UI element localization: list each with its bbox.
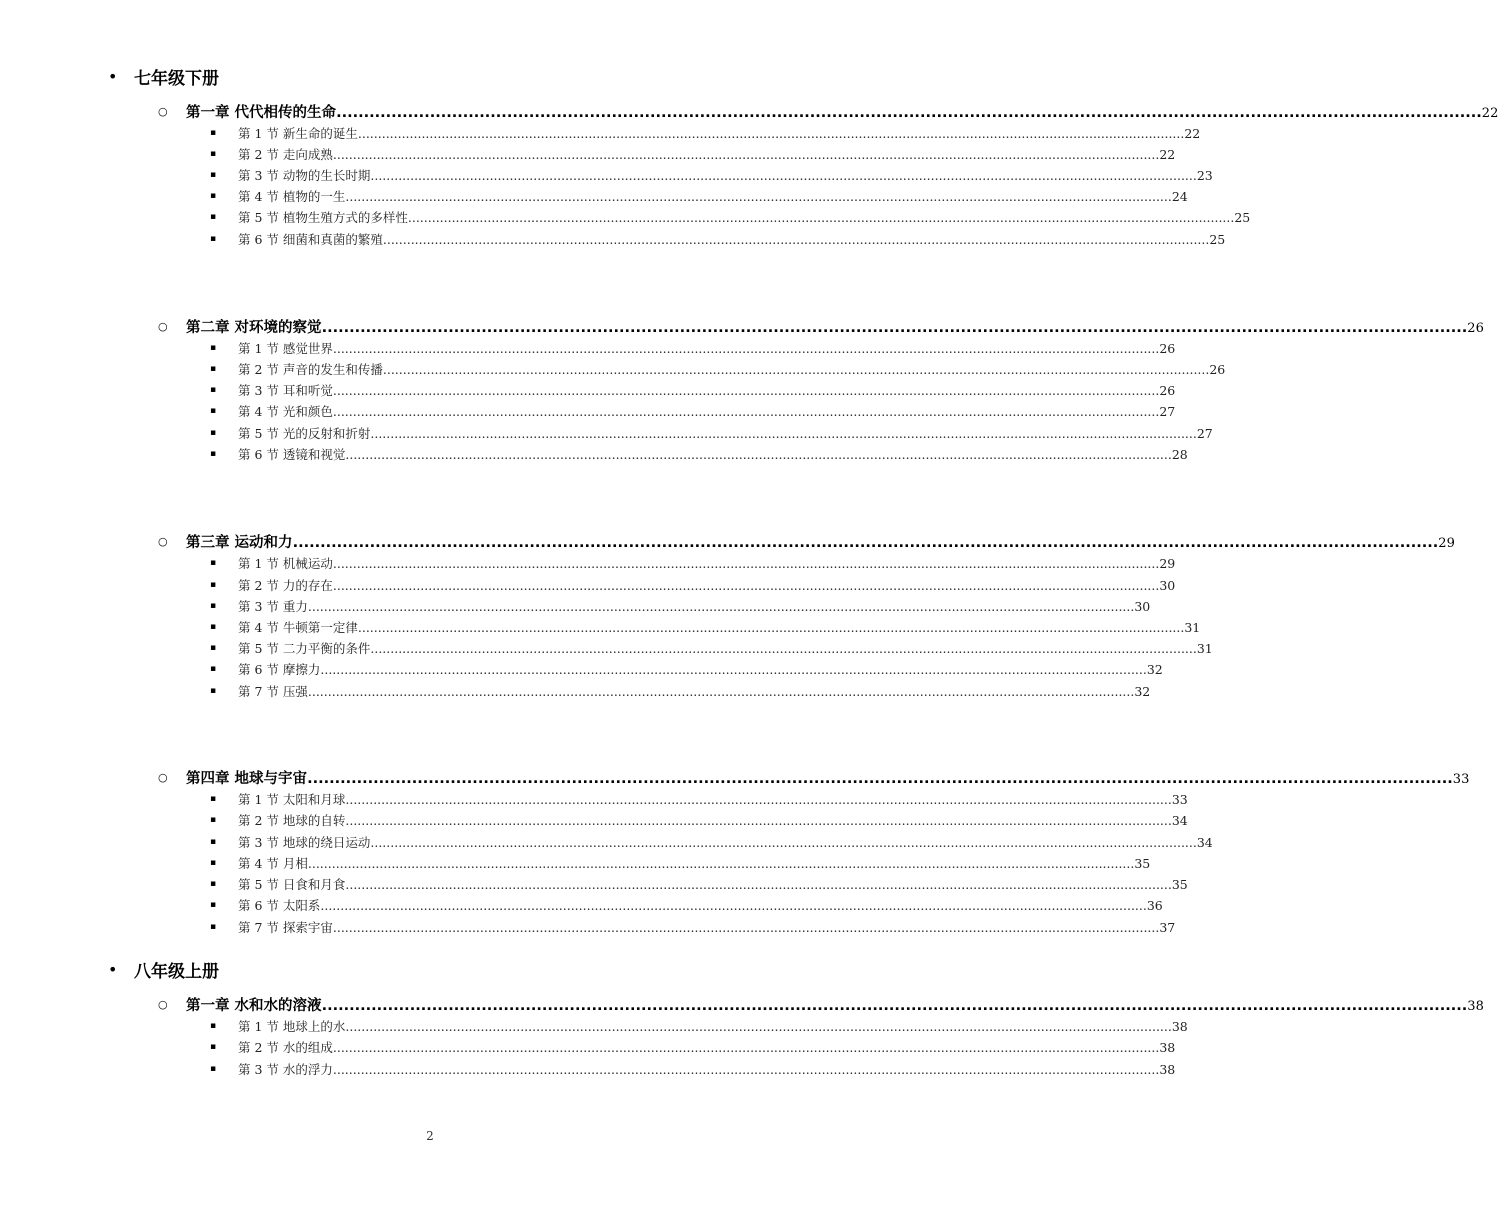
page-number: 2 (426, 1129, 434, 1143)
section-title: 第 4 节 光和颜色 (238, 403, 333, 419)
toc-section[interactable] (210, 680, 1151, 701)
section-page: 31 (1196, 640, 1213, 656)
section-title: 第 5 节 光的反射和折射 (238, 425, 371, 441)
section-page: 22 (1159, 146, 1176, 162)
book-title: 八年级上册 (134, 961, 219, 982)
square-bullet-icon: ▪ (210, 836, 217, 847)
chapter-page: 26 (1467, 321, 1484, 336)
toc-section[interactable] (210, 637, 1213, 658)
chapter-title: 第一章 水和水的溶液 (186, 998, 322, 1014)
leader-dots: ................................................................................................................................................................................................................ (407, 209, 1235, 225)
leader-dots: ................................................................................................................................................................................................................ (332, 340, 1160, 356)
square-bullet-icon: ▪ (210, 899, 217, 910)
leader-dots: ................................................................................................................................................................................................................ (345, 188, 1172, 204)
toc-section[interactable] (210, 894, 1163, 915)
section-page: 28 (1171, 446, 1188, 462)
square-bullet-icon: ▪ (210, 148, 217, 159)
leader-dots: ................................................................................................................................................................................................................ (336, 105, 1482, 121)
chapter-page: 38 (1467, 999, 1484, 1014)
leader-dots: ................................................................................................................................................................................................................ (332, 382, 1160, 398)
square-bullet-icon: ▪ (210, 642, 217, 653)
section-title: 第 1 节 机械运动 (238, 555, 333, 571)
square-bullet-icon: ▪ (210, 878, 217, 889)
toc-section[interactable] (210, 616, 1201, 637)
leader-dots: ................................................................................................................................................................................................................ (370, 425, 1197, 441)
square-bullet-icon: ▪ (210, 384, 217, 395)
toc-section[interactable] (210, 658, 1163, 679)
toc-section[interactable] (210, 379, 1176, 400)
toc-section[interactable] (210, 1015, 1188, 1036)
toc-section[interactable] (210, 831, 1213, 852)
section-page: 34 (1171, 812, 1188, 828)
section-page: 32 (1134, 683, 1151, 699)
square-bullet-icon: ▪ (210, 363, 217, 374)
section-title: 第 3 节 地球的绕日运动 (238, 834, 371, 850)
leader-dots: ................................................................................................................................................................................................................ (307, 855, 1135, 871)
leader-dots: ................................................................................................................................................................................................................ (345, 812, 1172, 828)
section-page: 33 (1171, 791, 1188, 807)
section-page: 35 (1134, 855, 1151, 871)
leader-dots: ................................................................................................................................................................................................................ (332, 555, 1160, 571)
section-title: 第 5 节 二力平衡的条件 (238, 640, 371, 656)
toc-section[interactable] (210, 164, 1213, 185)
section-title: 第 1 节 太阳和月球 (238, 791, 346, 807)
section-page: 22 (1184, 125, 1201, 141)
leader-dots: ................................................................................................................................................................................................................ (332, 1039, 1160, 1055)
leader-dots: ................................................................................................................................................................................................................ (370, 834, 1197, 850)
square-bullet-icon: ▪ (210, 1020, 217, 1031)
circle-bullet-icon: ○ (158, 998, 168, 1011)
section-page: 38 (1159, 1039, 1176, 1055)
toc-section[interactable] (210, 916, 1176, 937)
leader-dots: ................................................................................................................................................................................................................ (332, 403, 1160, 419)
circle-bullet-icon: ○ (158, 535, 168, 548)
section-page: 27 (1159, 403, 1176, 419)
section-page: 29 (1159, 555, 1176, 571)
toc-book-heading (108, 957, 219, 981)
leader-dots: ................................................................................................................................................................................................................ (292, 535, 1439, 551)
toc-section[interactable] (210, 1036, 1176, 1057)
toc-section[interactable] (210, 443, 1188, 464)
leader-dots: ................................................................................................................................................................................................................ (320, 897, 1147, 913)
section-title: 第 2 节 声音的发生和传播 (238, 361, 383, 377)
section-title: 第 3 节 重力 (238, 598, 308, 614)
leader-dots: ................................................................................................................................................................................................................ (345, 1018, 1172, 1034)
square-bullet-icon: ▪ (210, 1041, 217, 1052)
square-bullet-icon: ▪ (210, 921, 217, 932)
square-bullet-icon: ▪ (210, 233, 217, 244)
chapter-page: 29 (1438, 536, 1455, 551)
section-title: 第 1 节 地球上的水 (238, 1018, 346, 1034)
section-page: 36 (1146, 897, 1163, 913)
chapter-page: 33 (1452, 772, 1470, 787)
section-page: 24 (1171, 188, 1188, 204)
section-page: 37 (1159, 919, 1176, 935)
section-page: 27 (1196, 425, 1213, 441)
book-title: 七年级下册 (134, 68, 219, 89)
toc-chapter[interactable] (158, 101, 1498, 122)
section-page: 30 (1134, 598, 1151, 614)
square-bullet-icon: ▪ (210, 1063, 217, 1074)
leader-dots: ................................................................................................................................................................................................................ (345, 791, 1172, 807)
section-title: 第 1 节 感觉世界 (238, 340, 333, 356)
square-bullet-icon: ▪ (210, 342, 217, 353)
toc-section[interactable] (210, 873, 1188, 894)
leader-dots: ................................................................................................................................................................................................................ (370, 167, 1197, 183)
section-page: 26 (1209, 361, 1226, 377)
section-title: 第 2 节 地球的自转 (238, 812, 346, 828)
toc-section[interactable] (210, 422, 1213, 443)
toc-section[interactable] (210, 852, 1151, 873)
leader-dots: ................................................................................................................................................................................................................ (307, 683, 1135, 699)
toc-section[interactable] (210, 337, 1176, 358)
toc-section[interactable] (210, 143, 1176, 164)
square-bullet-icon: ▪ (210, 600, 217, 611)
section-page: 30 (1159, 577, 1176, 593)
leader-dots: ................................................................................................................................................................................................................ (357, 619, 1185, 635)
section-title: 第 2 节 走向成熟 (238, 146, 333, 162)
chapter-title: 第四章 地球与宇宙 (186, 771, 308, 787)
section-title: 第 6 节 细菌和真菌的繁殖 (238, 231, 383, 247)
toc-section[interactable] (210, 228, 1226, 249)
square-bullet-icon: ▪ (210, 793, 217, 804)
leader-dots: ................................................................................................................................................................................................................ (321, 998, 1468, 1014)
section-page: 23 (1196, 167, 1213, 183)
section-page: 35 (1171, 876, 1188, 892)
section-title: 第 6 节 透镜和视觉 (238, 446, 346, 462)
section-title: 第 2 节 力的存在 (238, 577, 333, 593)
section-title: 第 5 节 日食和月食 (238, 876, 346, 892)
circle-bullet-icon: ○ (158, 320, 168, 333)
toc-chapter[interactable] (158, 767, 1470, 788)
section-title: 第 5 节 植物生殖方式的多样性 (238, 209, 408, 225)
square-bullet-icon: ▪ (210, 427, 217, 438)
toc-section[interactable] (210, 1058, 1176, 1079)
square-bullet-icon: ▪ (210, 448, 217, 459)
leader-dots: ................................................................................................................................................................................................................ (307, 771, 1453, 787)
section-title: 第 4 节 牛顿第一定律 (238, 619, 358, 635)
toc-section[interactable] (210, 788, 1188, 809)
toc-section[interactable] (210, 552, 1176, 573)
square-bullet-icon: ▪ (210, 405, 217, 416)
square-bullet-icon: ▪ (210, 621, 217, 632)
leader-dots: ................................................................................................................................................................................................................ (382, 361, 1210, 377)
toc-section[interactable] (210, 595, 1151, 616)
square-bullet-icon: ▪ (210, 557, 217, 568)
leader-dots: ................................................................................................................................................................................................................ (357, 125, 1185, 141)
section-title: 第 4 节 植物的一生 (238, 188, 346, 204)
toc-section[interactable] (210, 809, 1188, 830)
square-bullet-icon: ▪ (210, 169, 217, 180)
leader-dots: ................................................................................................................................................................................................................ (345, 876, 1172, 892)
circle-bullet-icon: ○ (158, 105, 168, 118)
section-title: 第 3 节 动物的生长时期 (238, 167, 371, 183)
leader-dots: ................................................................................................................................................................................................................ (332, 577, 1160, 593)
leader-dots: ................................................................................................................................................................................................................ (332, 919, 1160, 935)
section-page: 38 (1171, 1018, 1188, 1034)
toc-section[interactable] (210, 574, 1176, 595)
section-page: 38 (1159, 1061, 1176, 1077)
square-bullet-icon: ▪ (210, 857, 217, 868)
section-page: 25 (1209, 231, 1226, 247)
bullet-icon: • (108, 959, 118, 979)
section-page: 26 (1159, 382, 1176, 398)
leader-dots: ................................................................................................................................................................................................................ (332, 1061, 1160, 1077)
leader-dots: ................................................................................................................................................................................................................ (370, 640, 1197, 656)
toc-chapter[interactable] (158, 316, 1484, 337)
toc-chapter[interactable] (158, 994, 1484, 1015)
square-bullet-icon: ▪ (210, 685, 217, 696)
toc-section[interactable] (210, 122, 1201, 143)
section-page: 26 (1159, 340, 1176, 356)
toc-chapter[interactable] (158, 531, 1455, 552)
leader-dots: ................................................................................................................................................................................................................ (320, 661, 1147, 677)
chapter-title: 第三章 运动和力 (186, 535, 293, 551)
leader-dots: ................................................................................................................................................................................................................ (345, 446, 1172, 462)
toc-book-heading (108, 64, 219, 88)
leader-dots: ................................................................................................................................................................................................................ (382, 231, 1210, 247)
section-page: 25 (1234, 209, 1251, 225)
section-title: 第 7 节 压强 (238, 683, 308, 699)
chapter-title: 第一章 代代相传的生命 (186, 105, 337, 121)
section-title: 第 4 节 月相 (238, 855, 308, 871)
square-bullet-icon: ▪ (210, 190, 217, 201)
square-bullet-icon: ▪ (210, 663, 217, 674)
section-title: 第 6 节 太阳系 (238, 897, 321, 913)
section-page: 31 (1184, 619, 1201, 635)
section-page: 32 (1146, 661, 1163, 677)
section-title: 第 1 节 新生命的诞生 (238, 125, 358, 141)
section-title: 第 3 节 耳和听觉 (238, 382, 333, 398)
toc-section[interactable] (210, 358, 1226, 379)
section-title: 第 7 节 探索宇宙 (238, 919, 333, 935)
square-bullet-icon: ▪ (210, 127, 217, 138)
section-title: 第 2 节 水的组成 (238, 1039, 333, 1055)
leader-dots: ................................................................................................................................................................................................................ (332, 146, 1160, 162)
toc-section[interactable] (210, 206, 1251, 227)
chapter-title: 第二章 对环境的察觉 (186, 320, 322, 336)
square-bullet-icon: ▪ (210, 211, 217, 222)
leader-dots: ................................................................................................................................................................................................................ (321, 320, 1468, 336)
chapter-page: 22 (1481, 106, 1498, 121)
section-page: 34 (1196, 834, 1213, 850)
bullet-icon: • (108, 66, 118, 86)
leader-dots: ................................................................................................................................................................................................................ (307, 598, 1135, 614)
circle-bullet-icon: ○ (158, 771, 168, 784)
toc-section[interactable] (210, 185, 1188, 206)
toc-section[interactable] (210, 400, 1176, 421)
square-bullet-icon: ▪ (210, 579, 217, 590)
section-title: 第 3 节 水的浮力 (238, 1061, 333, 1077)
square-bullet-icon: ▪ (210, 814, 217, 825)
section-title: 第 6 节 摩擦力 (238, 661, 321, 677)
